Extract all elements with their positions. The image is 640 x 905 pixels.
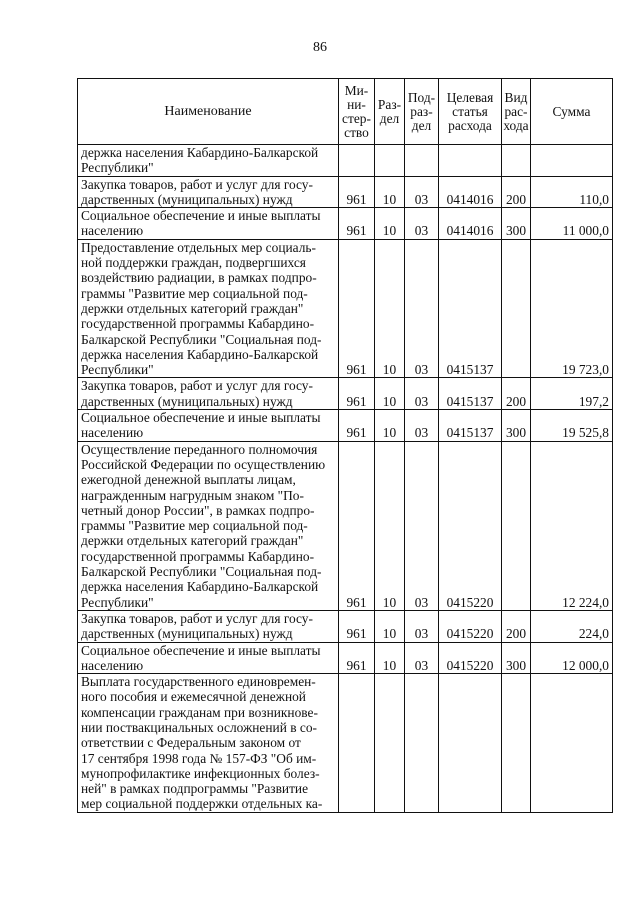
- table-row: [78, 145, 613, 177]
- type-cell: 300: [502, 642, 531, 674]
- item-name-line: ной поддержки граждан, подвергшихся: [81, 255, 306, 271]
- item-name-cell: [78, 378, 339, 410]
- target-cell: 0415220: [439, 642, 502, 674]
- subsection-cell: 03: [405, 642, 439, 674]
- item-name-line: держки отдельных категорий граждан": [81, 300, 304, 316]
- column-header-ministry: Ми- ни- стер- ство: [339, 79, 375, 145]
- page-number: 86: [313, 40, 327, 55]
- column-header-type: Вид рас- хода: [502, 79, 531, 145]
- item-name-line: 17 сентября 1998 года № 157-ФЗ "Об им-: [81, 750, 317, 766]
- type-cell: [502, 674, 531, 813]
- ministry-cell: [339, 145, 375, 177]
- section-cell: 10: [375, 378, 405, 410]
- ministry-cell: 961: [339, 610, 375, 642]
- ministry-cell: 961: [339, 441, 375, 610]
- type-cell: 300: [502, 410, 531, 442]
- item-name-line: ного пособия и ежемесячной денежной: [81, 689, 306, 705]
- ministry-cell: 961: [339, 208, 375, 240]
- item-name-line: держка населения Кабардино-Балкарской: [81, 145, 319, 160]
- item-name-line: государственной программы Кабардино-: [81, 548, 315, 564]
- column-header-target: Целевая статья расхода: [439, 79, 502, 145]
- item-name-line: награжденным нагрудным знаком "По-: [81, 487, 304, 503]
- item-name-cell: [78, 145, 339, 177]
- amount-cell: [531, 674, 613, 813]
- budget-table: [77, 78, 613, 813]
- item-name-line: Балкарской Республики "Социальная под-: [81, 331, 322, 347]
- column-header-section: Раз- дел: [375, 79, 405, 145]
- target-cell: 0415137: [439, 239, 502, 378]
- item-name-line: Социальное обеспечение и иные выплаты: [81, 208, 321, 224]
- item-name-line: ответствии с Федеральным законом от: [81, 735, 301, 751]
- item-name-line: Предоставление отдельных мер социаль-: [81, 239, 316, 255]
- section-cell: 10: [375, 441, 405, 610]
- target-cell: [439, 145, 502, 177]
- ministry-cell: 961: [339, 176, 375, 208]
- subsection-cell: 03: [405, 410, 439, 442]
- table-row: [78, 410, 613, 442]
- section-cell: 10: [375, 239, 405, 378]
- amount-cell: 110,0: [531, 176, 613, 208]
- item-name-cell: [78, 610, 339, 642]
- type-cell: [502, 145, 531, 177]
- subsection-cell: [405, 145, 439, 177]
- item-name-line: государственной программы Кабардино-: [81, 316, 315, 332]
- item-name-line: Выплата государственного единовремен-: [81, 674, 316, 690]
- amount-cell: [531, 145, 613, 177]
- target-cell: 0415220: [439, 610, 502, 642]
- target-cell: [439, 674, 502, 813]
- type-cell: 200: [502, 610, 531, 642]
- item-name-line: Закупка товаров, работ и услуг для госу-: [81, 176, 313, 192]
- ministry-cell: 961: [339, 642, 375, 674]
- item-name-line: ежегодной денежной выплаты лицам,: [81, 472, 296, 488]
- type-cell: 300: [502, 208, 531, 240]
- item-name-line: Социальное обеспечение и иные выплаты: [81, 410, 321, 426]
- item-name-line: Республики": [81, 594, 154, 610]
- subsection-cell: 03: [405, 239, 439, 378]
- table-header-row: [78, 79, 613, 145]
- item-name-cell: [78, 410, 339, 442]
- amount-cell: 19 723,0: [531, 239, 613, 378]
- section-cell: [375, 145, 405, 177]
- subsection-cell: 03: [405, 378, 439, 410]
- item-name-line: населению: [81, 223, 144, 239]
- item-name-line: держка населения Кабардино-Балкарской: [81, 346, 319, 362]
- subsection-cell: 03: [405, 208, 439, 240]
- item-name-line: дарственных (муниципальных) нужд: [81, 626, 293, 642]
- ministry-cell: 961: [339, 410, 375, 442]
- table-row: [78, 642, 613, 674]
- item-name-line: воздействию радиации, в рамках подпро-: [81, 270, 317, 286]
- amount-cell: 12 000,0: [531, 642, 613, 674]
- target-cell: 0415220: [439, 441, 502, 610]
- item-name-line: четный донор России", в рамках подпро-: [81, 502, 315, 518]
- table-row: [78, 239, 613, 378]
- subsection-cell: 03: [405, 441, 439, 610]
- item-name-line: граммы "Развитие мер социальной под-: [81, 518, 308, 534]
- column-header-amount: Сумма: [531, 79, 613, 145]
- item-name-line: мунопрофилактике инфекционных болез-: [81, 765, 320, 781]
- section-cell: 10: [375, 410, 405, 442]
- item-name-line: граммы "Развитие мер социальной под-: [81, 285, 308, 301]
- amount-cell: 19 525,8: [531, 410, 613, 442]
- type-cell: 200: [502, 378, 531, 410]
- subsection-cell: [405, 674, 439, 813]
- section-cell: [375, 674, 405, 813]
- item-name-line: нии поствакцинальных осложнений в со-: [81, 719, 317, 735]
- table-row: [78, 674, 613, 813]
- item-name-line: населению: [81, 657, 144, 673]
- amount-cell: 197,2: [531, 378, 613, 410]
- item-name-cell: [78, 176, 339, 208]
- type-cell: 200: [502, 176, 531, 208]
- item-name-line: Социальное обеспечение и иные выплаты: [81, 642, 321, 658]
- item-name-line: держка населения Кабардино-Балкарской: [81, 579, 319, 595]
- item-name-line: Республики": [81, 160, 154, 176]
- column-header-subsection: Под- раз- дел: [405, 79, 439, 145]
- table-row: [78, 378, 613, 410]
- table-row: [78, 610, 613, 642]
- type-cell: [502, 441, 531, 610]
- section-cell: 10: [375, 610, 405, 642]
- item-name-cell: [78, 441, 339, 610]
- item-name-line: дарственных (муниципальных) нужд: [81, 191, 293, 207]
- ministry-cell: [339, 674, 375, 813]
- ministry-cell: 961: [339, 239, 375, 378]
- item-name-line: Республики": [81, 362, 154, 378]
- item-name-line: Осуществление переданного полномочия: [81, 441, 318, 457]
- target-cell: 0415137: [439, 378, 502, 410]
- item-name-line: Российской Федерации по осуществлению: [81, 456, 326, 472]
- item-name-line: Закупка товаров, работ и услуг для госу-: [81, 610, 313, 626]
- target-cell: 0414016: [439, 176, 502, 208]
- table-row: [78, 176, 613, 208]
- type-cell: [502, 239, 531, 378]
- item-name-line: держки отдельных категорий граждан": [81, 533, 304, 549]
- section-cell: 10: [375, 176, 405, 208]
- table-row: [78, 208, 613, 240]
- section-cell: 10: [375, 642, 405, 674]
- target-cell: 0414016: [439, 208, 502, 240]
- item-name-cell: [78, 208, 339, 240]
- item-name-line: компенсации гражданам при возникнове-: [81, 704, 318, 720]
- target-cell: 0415137: [439, 410, 502, 442]
- item-name-line: Балкарской Республики "Социальная под-: [81, 564, 322, 580]
- section-cell: 10: [375, 208, 405, 240]
- amount-cell: 224,0: [531, 610, 613, 642]
- item-name-line: дарственных (муниципальных) нужд: [81, 393, 293, 409]
- subsection-cell: 03: [405, 610, 439, 642]
- item-name-cell: [78, 642, 339, 674]
- item-name-line: мер социальной поддержки отдельных ка-: [81, 796, 323, 812]
- column-header-name: Наименование: [78, 79, 339, 145]
- item-name-line: Закупка товаров, работ и услуг для госу-: [81, 378, 313, 394]
- subsection-cell: 03: [405, 176, 439, 208]
- amount-cell: 11 000,0: [531, 208, 613, 240]
- amount-cell: 12 224,0: [531, 441, 613, 610]
- table-row: [78, 441, 613, 610]
- item-name-line: населению: [81, 425, 144, 441]
- item-name-cell: [78, 239, 339, 378]
- item-name-cell: [78, 674, 339, 813]
- item-name-line: ней" в рамках подпрограммы "Развитие: [81, 781, 309, 797]
- ministry-cell: 961: [339, 378, 375, 410]
